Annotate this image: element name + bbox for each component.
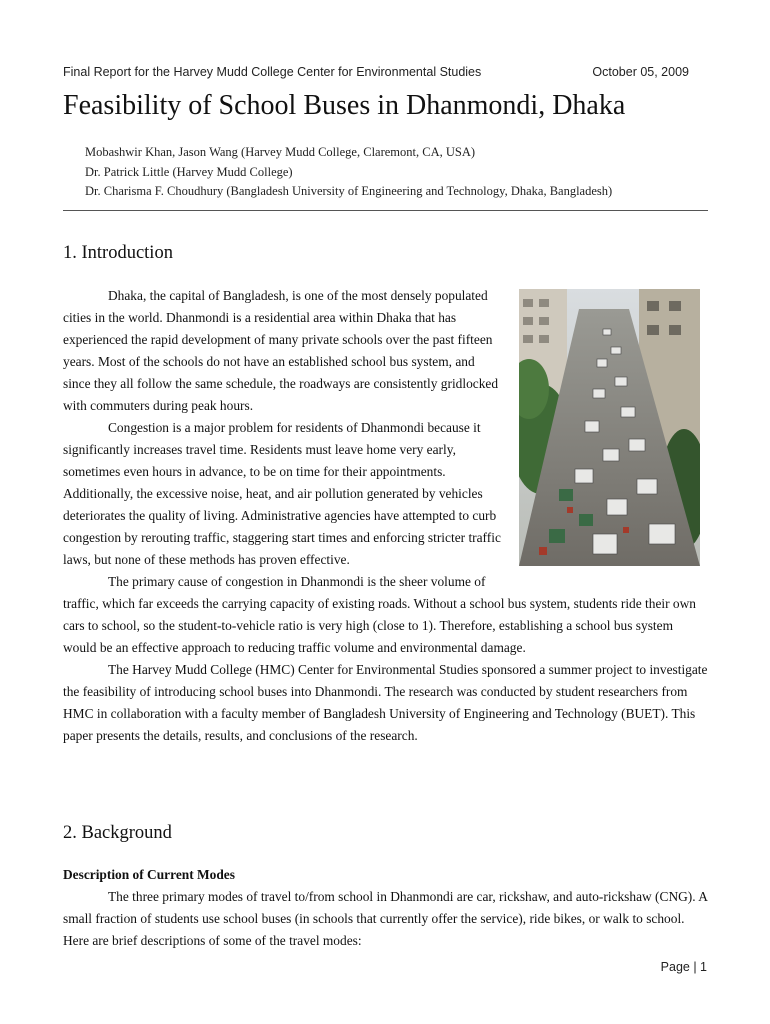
introduction-body xyxy=(63,285,708,747)
section-heading-introduction: 1. Introduction xyxy=(63,243,173,263)
subsection-heading: Description of Current Modes xyxy=(63,867,235,882)
header-date: October 05, 2009 xyxy=(592,65,689,79)
intro-paragraph: Dhaka, the capital of Bangladesh, is one of the most densely populated cities in the world. Dhanmondi is a residential area within Dhaka that has experienced the rapid development of many private schools over the past fifteen years. Most of the schools do not have an established school bus system, and since they all follow the same schedule, the roadways are consistently gridlocked with commuters during peak hours. xyxy=(63,288,499,413)
document-title: Feasibility of School Buses in Dhanmondi, Dhaka xyxy=(63,90,626,121)
author-list xyxy=(85,143,612,202)
intro-paragraph: Congestion is a major problem for residents of Dhanmondi because it significantly increases travel time. Residents must leave home very early, sometimes even hours in advance, to be on time for their appointments. Additionally, the excessive noise, heat, and air pollution generated by vehicles deteriorates the quality of living. Administrative agencies have attempted to curb congestion by rerouting traffic, staggering start times and enforcing stricter traffic laws, but none of these methods has proven effective. xyxy=(63,420,501,567)
background-body xyxy=(63,864,708,952)
traffic-photo-icon xyxy=(519,289,700,566)
background-paragraph: The three primary modes of travel to/from school in Dhanmondi are car, rickshaw, and auto-rickshaw (CNG). A small fraction of students use school buses (in schools that currently offer the service), ride bikes, or walk to school. Here are brief descriptions of some of the travel modes: xyxy=(63,889,708,948)
section-heading-background: 2. Background xyxy=(63,823,172,843)
author-line: Dr. Charisma F. Choudhury (Bangladesh University of Engineering and Technology, Dhaka, Bangladesh) xyxy=(85,184,613,198)
intro-paragraph: The primary cause of congestion in Dhanmondi is the sheer volume of traffic, which far exceeds the carrying capacity of existing roads. Without a school bus system, students ride their own cars to school, so the student-to-vehicle ratio is very high (close to 1). Therefore, establishing a school bus system would be an effective approach to reducing traffic volume and environmental damage. xyxy=(63,574,696,655)
intro-paragraph: The Harvey Mudd College (HMC) Center for Environmental Studies sponsored a summer project to investigate the feasibility of introducing school buses into Dhanmondi. The research was conducted by student researchers from HMC in collaboration with a faculty member of Bangladesh University of Engineering and Technology (BUET). This paper presents the details, results, and conclusions of the research. xyxy=(63,662,708,743)
author-line: Mobashwir Khan, Jason Wang (Harvey Mudd College, Claremont, CA, USA) xyxy=(85,145,476,159)
header-divider xyxy=(63,210,708,211)
header-report-title: Final Report for the Harvey Mudd College Center for Environmental Studies xyxy=(63,65,482,79)
author-line: Dr. Patrick Little (Harvey Mudd College) xyxy=(85,164,293,179)
page-number: Page | 1 xyxy=(660,960,707,974)
